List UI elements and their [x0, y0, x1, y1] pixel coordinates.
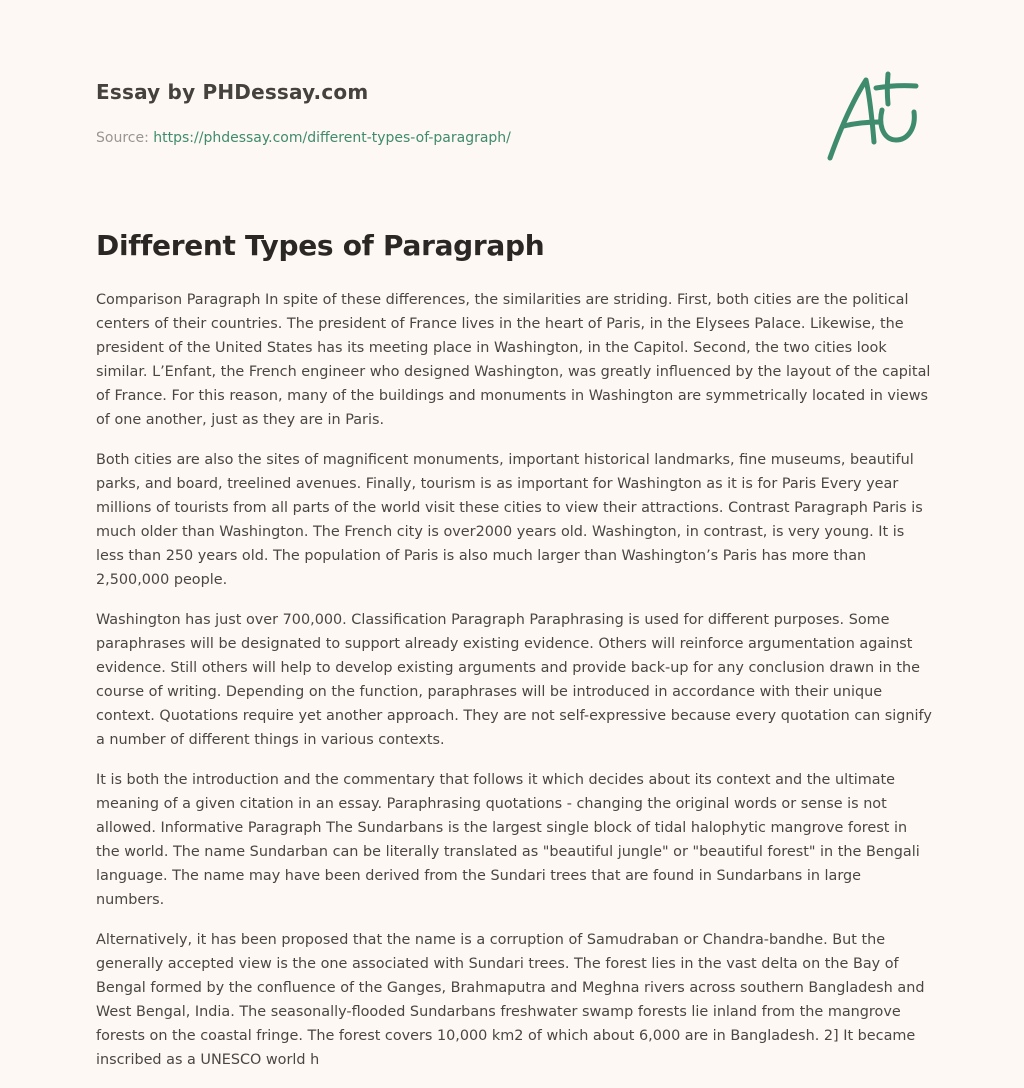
source-label: Source: — [96, 130, 154, 146]
source-line — [96, 128, 928, 148]
a-plus-grade-icon — [822, 68, 928, 164]
paragraph: Both cities are also the sites of magnificent monuments, important historical landmarks, fine museums, beautiful parks, and board, treelined avenues. Finally, tourism is as important for Washington as it is for Paris Every year millions of tourists from all parts of the world visit these cities to view their attractions. Contrast Paragraph Paris is much older than Washington. The French city is over2000 years old. Washington, in contrast, is very young. It is less than 250 years old. The population of Paris is also much larger than Washington’s Paris has more than 2,500,000 people. — [96, 452, 923, 588]
paragraph: Washington has just over 700,000. Classification Paragraph Paraphrasing is used for different purposes. Some paraphrases will be designated to support already existing evidence. Others will reinforce argumentation against evidence. Still others will help to develop existing arguments and provide back-up for any conclusion drawn in the course of writing. Depending on the function, paraphrases will be introduced in accordance with their unique context. Quotations require yet another approach. They are not self-expressive because every quotation can signify a number of different things in various contexts. — [96, 612, 932, 748]
essay-content — [96, 228, 932, 1088]
essay-title: Different Types of Paragraph — [96, 229, 545, 262]
source-link[interactable]: https://phdessay.com/different-types-of-paragraph/ — [153, 130, 511, 146]
paragraph: Comparison Paragraph In spite of these differences, the similarities are striding. First, both cities are the political centers of their countries. The president of France lives in the heart of Paris, in the Elysees Palace. Likewise, the president of the United States has its meeting place in Washington, in the Capitol. Second, the two cities look similar. L’Enfant, the French engineer who designed Washington, was greatly influenced by the layout of the capital of France. For this reason, many of the buildings and monuments in Washington are symmetrically located in views of one another, just as they are in Paris. — [96, 292, 931, 428]
paragraph: It is both the introduction and the commentary that follows it which decides about its context and the ultimate meaning of a given citation in an essay. Paraphrasing quotations - changing the original words or sense is not allowed. Informative Paragraph The Sundarbans is the largest single block of tidal halophytic mangrove forest in the world. The name Sundarban can be literally translated as "beautiful jungle" or "beautiful forest" in the Bengali language. The name may have been derived from the Sundari trees that are found in Sundarbans in large numbers. — [96, 772, 920, 908]
site-title: Essay by PHDessay.com — [96, 80, 369, 104]
page-header — [96, 74, 928, 174]
paragraph: Alternatively, it has been proposed that the name is a corruption of Samudraban or Chandra-bandhe. But the generally accepted view is the one associated with Sundari trees. The forest lies in the vast delta on the Bay of Bengal formed by the confluence of the Ganges, Brahmaputra and Meghna rivers across southern Bangladesh and West Bengal, India. The seasonally-flooded Sundarbans freshwater swamp forests lie inland from the mangrove forests on the coastal fringe. The forest covers 10,000 km2 of which about 6,000 are in Bangladesh. 2] It became inscribed as a UNESCO world h — [96, 932, 925, 1068]
